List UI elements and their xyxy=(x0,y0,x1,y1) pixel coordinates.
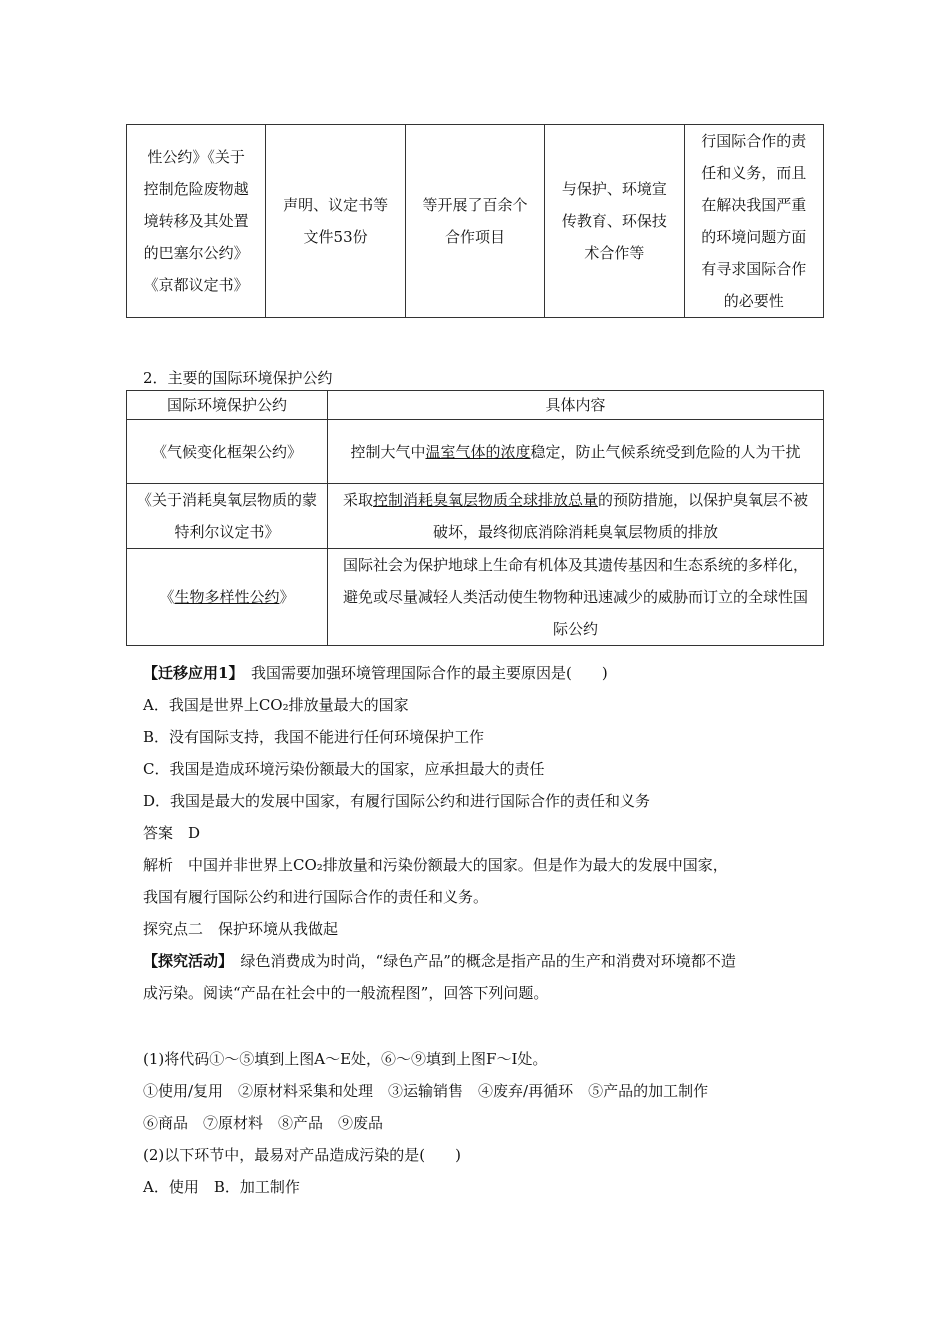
table-cell: 声明、议定书等文件53份 xyxy=(266,125,405,318)
cooperation-table xyxy=(126,124,824,318)
question-tag: 【迁移应用1】 xyxy=(143,664,236,682)
explore-line-2: 成污染。阅读“产品在社会中的一般流程图”，回答下列问题。 xyxy=(143,984,549,1002)
table-row xyxy=(127,420,824,484)
table-row xyxy=(127,125,824,318)
convention-content: 采取控制消耗臭氧层物质全球排放总量的预防措施，以保护臭氧层不被破坏，最终彻底消除消耗臭氧层物质的排放 xyxy=(328,484,824,549)
answer: 答案 D xyxy=(143,824,201,842)
codes-line-2: ⑥商品 ⑦原材料 ⑧产品 ⑨废品 xyxy=(143,1114,384,1132)
question-2-options: A．使用 B．加工制作 xyxy=(143,1178,300,1196)
table-cell: 与保护、环境宣传教育、环保技术合作等 xyxy=(545,125,684,318)
analysis-line-2: 我国有履行国际公约和进行国际合作的责任和义务。 xyxy=(143,888,489,906)
header-convention: 国际环境保护公约 xyxy=(127,391,328,420)
question-2: (2)以下环节中，最易对产品造成污染的是( ) xyxy=(143,1146,461,1164)
convention-name: 《生物多样性公约》 xyxy=(127,549,328,646)
explore-tag: 【探究活动】 xyxy=(143,952,226,970)
option-d: D．我国是最大的发展中国家，有履行国际公约和进行国际合作的责任和义务 xyxy=(143,792,651,810)
conventions-table xyxy=(126,390,824,646)
explore-title: 探究点二 保护环境从我做起 xyxy=(143,920,339,938)
table-header-row xyxy=(127,391,824,420)
section-title: 2．主要的国际环境保护公约 xyxy=(143,369,333,387)
convention-name: 《气候变化框架公约》 xyxy=(127,420,328,484)
question-line xyxy=(143,662,608,684)
convention-content: 国际社会为保护地球上生命有机体及其遗传基因和生态系统的多样化，避免或尽量减轻人类活动使生物物种迅速减少的威胁而订立的全球性国际公约 xyxy=(328,549,824,646)
convention-name: 《关于消耗臭氧层物质的蒙特利尔议定书》 xyxy=(127,484,328,549)
question-1: (1)将代码①～⑤填到上图A～E处，⑥～⑨填到上图F～I处。 xyxy=(143,1050,548,1068)
table-cell: 行国际合作的责任和义务，而且在解决我国严重的环境问题方面有寻求国际合作的必要性 xyxy=(684,125,823,318)
table-row xyxy=(127,549,824,646)
question-text: 我国需要加强环境管理国际合作的最主要原因是( ) xyxy=(250,664,608,682)
option-b: B．没有国际支持，我国不能进行任何环境保护工作 xyxy=(143,728,485,746)
table-cell: 性公约》《关于控制危险废物越境转移及其处置的巴塞尔公约》《京都议定书》 xyxy=(127,125,266,318)
explore-line-1: 【探究活动】 绿色消费成为时尚，“绿色产品”的概念是指产品的生产和消费对环境都不造 xyxy=(143,952,736,970)
analysis-line-1: 解析 中国并非世界上CO₂排放量和污染份额最大的国家。但是作为最大的发展中国家， xyxy=(143,856,728,874)
option-a: A．我国是世界上CO₂排放量最大的国家 xyxy=(143,696,409,714)
table-row xyxy=(127,484,824,549)
table-cell: 等开展了百余个合作项目 xyxy=(405,125,544,318)
option-c: C．我国是造成环境污染份额最大的国家，应承担最大的责任 xyxy=(143,760,545,778)
convention-content: 控制大气中温室气体的浓度稳定，防止气候系统受到危险的人为干扰 xyxy=(328,420,824,484)
header-content: 具体内容 xyxy=(328,391,824,420)
codes-line-1: ①使用/复用 ②原材料采集和处理 ③运输销售 ④废弃/再循环 ⑤产品的加工制作 xyxy=(143,1082,709,1100)
